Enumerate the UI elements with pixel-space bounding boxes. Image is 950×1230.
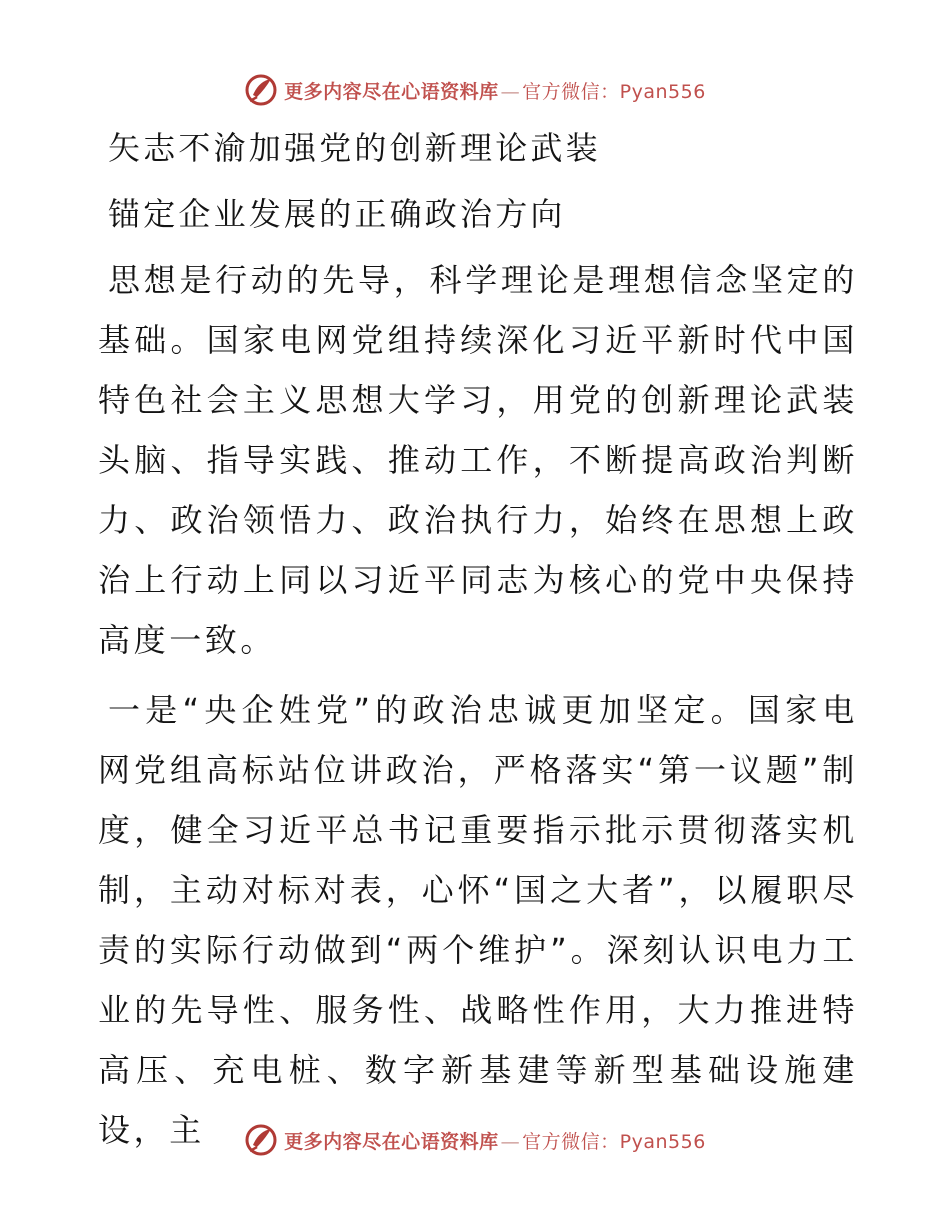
header-banner-wechat: 官方微信：Pyan556 [522, 80, 706, 103]
footer-banner-inner [244, 1123, 706, 1157]
title-line-1: 矢志不渝加强党的创新理论武装 [108, 129, 601, 167]
paragraph-1: 思想是行动的先导，科学理论是理想信念坚定的基础。国家电网党组持续深化习近平新时代中国特色社会主义思想大学习，用党的创新理论武装头脑、指导实践、推动工作，不断提高政治判断力、政治领悟力、政治执行力，始终在思想上政治上行动上同以习近平同志为核心的党中央保持高度一致。 [98, 261, 858, 659]
paragraph-2: 一是“央企姓党”的政治忠诚更加坚定。国家电网党组高标站位讲政治，严格落实“第一议题”制度，健全习近平总书记重要指示批示贯彻落实机制，主动对标对表，心怀“国之大者”，以履职尽责的实际行动做到“两个维护”。深刻认识电力工业的先导性、服务性、战略性作用，大力推进特高压、充电桩、数字新基建等新型基础设施建设，主 [98, 691, 858, 1149]
header-banner-inner [244, 73, 706, 107]
pen-logo-icon [244, 73, 278, 107]
header-banner-title: 更多内容尽在心语资料库 [284, 80, 499, 103]
header-banner [0, 70, 950, 110]
footer-banner-dash: — [500, 1130, 521, 1153]
pen-logo-icon [244, 1123, 278, 1157]
header-banner-dash: — [500, 80, 521, 103]
footer-banner [0, 1120, 950, 1160]
title-line-2: 锚定企业发展的正确政治方向 [108, 195, 566, 233]
footer-banner-wechat: 官方微信：Pyan556 [522, 1130, 706, 1153]
footer-banner-title: 更多内容尽在心语资料库 [284, 1130, 499, 1153]
header-banner-text [284, 77, 706, 104]
document-body [98, 118, 858, 1160]
footer-banner-text [284, 1127, 706, 1154]
